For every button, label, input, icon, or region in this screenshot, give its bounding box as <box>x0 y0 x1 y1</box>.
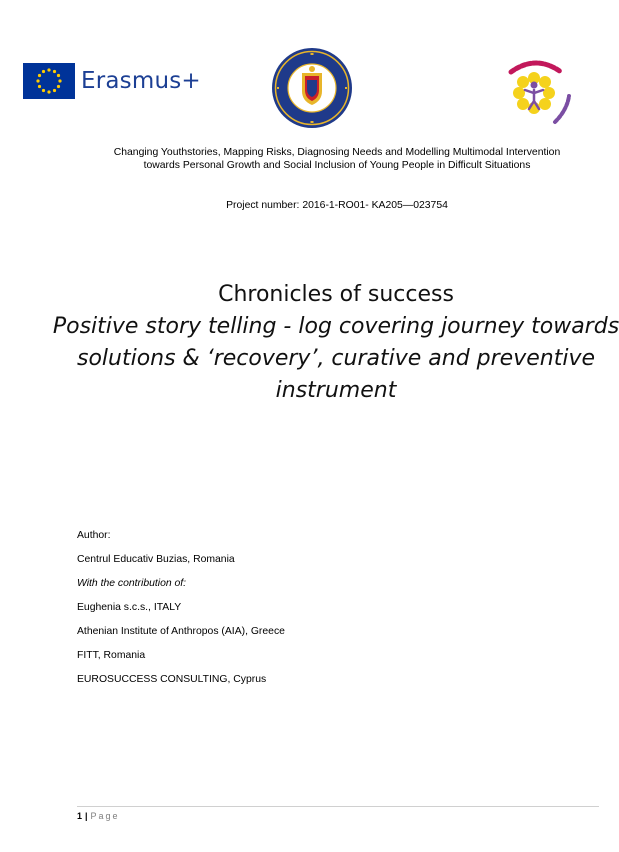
contributor-item: Athenian Institute of Anthropos (AIA), Greece <box>77 626 285 637</box>
authors-block <box>77 524 285 692</box>
footer-separator: | <box>85 811 88 821</box>
eu-flag-icon <box>23 63 75 99</box>
ministry-seal-logo <box>271 47 353 129</box>
erasmus-logo <box>23 63 201 99</box>
document-title-line1: Chronicles of success <box>218 282 454 307</box>
contributor-item: FITT, Romania <box>77 650 146 661</box>
changing-youthstories-logo <box>497 52 575 130</box>
contributor-item: EUROSUCCESS CONSULTING, Cyprus <box>77 674 267 685</box>
page-number: 1 <box>77 811 83 821</box>
page-word: Page <box>90 811 120 821</box>
contributor-item: Eughenia s.c.s., ITALY <box>77 602 182 613</box>
page-footer <box>77 811 120 821</box>
author-primary: Centrul Educativ Buzias, Romania <box>77 554 235 565</box>
document-subtitle: Positive story telling - log covering journey towards solutions & ‘recovery’, curative and preventive instrument <box>52 314 619 403</box>
project-title: Changing Youthstories, Mapping Risks, Diagnosing Needs and Modelling Multimodal Intervention towards Personal Growth and Social Inclusion of Young People in Difficult Situations <box>113 147 561 171</box>
project-number: Project number: 2016-1-RO01- KA205—023754 <box>226 200 448 211</box>
footer-divider <box>77 806 599 807</box>
erasmus-wordmark: Erasmus+ <box>81 68 201 94</box>
document-title <box>30 279 619 407</box>
contribution-label: With the contribution of: <box>77 578 187 589</box>
author-label: Author: <box>77 530 111 541</box>
